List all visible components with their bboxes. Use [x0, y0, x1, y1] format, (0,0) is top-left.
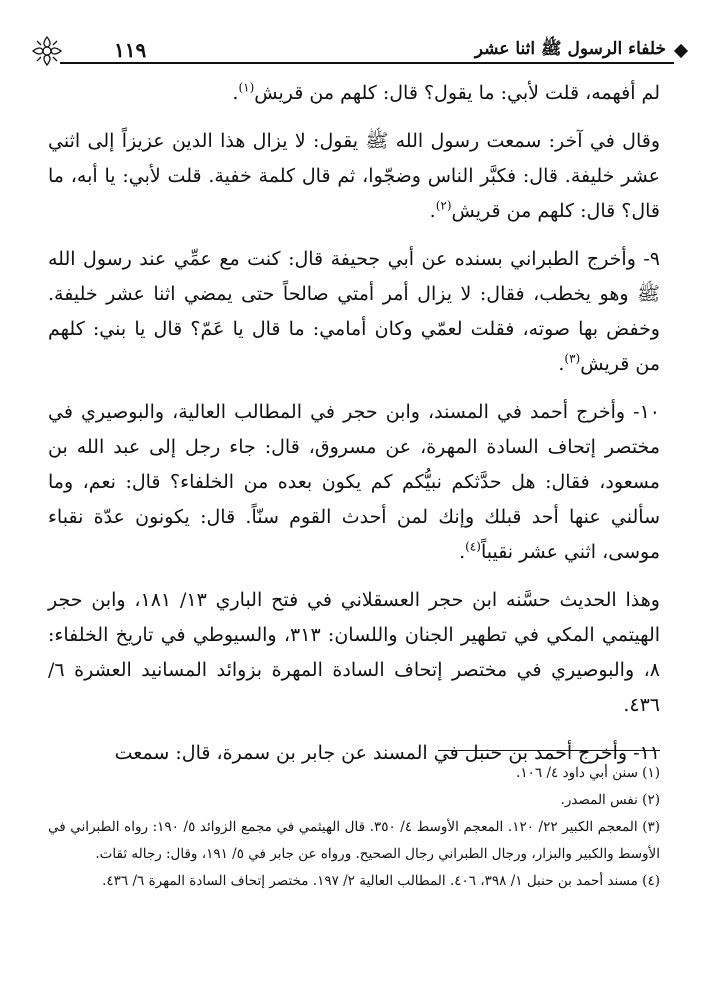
footnotes — [48, 760, 660, 895]
paragraph: لم أفهمه، قلت لأبي: ما يقول؟ قال: كلهم من قريش$^{(١)}$. — [232, 80, 660, 104]
footnote-marker[interactable]: (٤) — [465, 539, 481, 554]
paragraph: ١١- وأخرج أحمد بن حنبل في المسند عن جابر بن سمرة، قال: سمعت — [114, 742, 660, 764]
running-title: خلفاء الرسول ﷺ اثنا عشر — [474, 39, 666, 59]
paragraph: وقال في آخر: سمعت رسول الله ﷺ يقول: لا يزال هذا الدين عزيزاً إلى اثني عشر خليفة. قال: فكبَّر الناس وضجّوا، ثم قال كلمة خفية. قلت لأبي: يا أبه، ما قال؟ قال: كلهم من قريش$^{(٢)}$. — [48, 130, 660, 222]
paragraph: ٩- وأخرج الطبراني بسنده عن أبي جحيفة قال: كنت مع عمِّي عند رسول الله ﷺ وهو يخطب، فقال: لا يزال أمر أمتي صالحاً حتى يمضي اثنا عشر خليفة. وخفض بها صوته، فقلت لعمّي وكان أمامي: ما قال يا عَمّ؟ قال يا بني: كلهم من قريش$^{(٣)}$. — [48, 248, 660, 375]
footnote: (٢) نفس المصدر. — [560, 792, 660, 808]
floral-ornament-icon — [30, 34, 64, 68]
diamond-icon — [674, 44, 688, 58]
footnote-marker[interactable]: (٢) — [435, 198, 452, 213]
footnote: (٣) المعجم الكبير ٢٢/ ١٢٠. المعجم الأوسط ٤/ ٣٥٠. قال الهيثمي في مجمع الزوائد ٥/ ١٩٠: رواه الطبراني في الأوسط والكبير والبزار، ورجال الطبراني رجال الصحيح. ورواه عن جابر في ٥/ ١٩١، وقال: رجاله ثقات. — [48, 819, 661, 862]
page-number: ١١٩ — [114, 38, 147, 62]
header-rule — [60, 62, 674, 64]
page-header — [30, 34, 680, 68]
footnote-divider — [438, 750, 660, 751]
footnote-marker[interactable]: (٣) — [564, 351, 581, 366]
footnote: (٤) مسند أحمد بن حنبل ١/ ٣٩٨، ٤٠٦. المطالب العالية ٢/ ١٩٧. مختصر إتحاف السادة المهرة ٦/ ٤٣٦. — [102, 873, 660, 889]
paragraph: ١٠- وأخرج أحمد في المسند، وابن حجر في المطالب العالية، والبوصيري في مختصر إتحاف السادة المهرة، عن مسروق، قال: جاء رجل إلى عبد الله بن مسعود، فقال: هل حدَّثكم نبيُّكم كم يكون بعده من الخلفاء؟ قال: نعم، وما سألني عنها أحد قبلك وإنك لمن أحدث القوم سنّاً. قال: يكونون عدّة نقباء موسى، اثني عشر نقيباً$^{(٤)}$. — [48, 401, 660, 563]
footnote-marker[interactable]: (١) — [238, 80, 255, 95]
main-text — [48, 76, 660, 784]
footnote: (١) سنن أبي داود ٤/ ١٠٦. — [516, 765, 660, 781]
paragraph: وهذا الحديث حسَّنه ابن حجر العسقلاني في فتح الباري ١٣/ ١٨١، وابن حجر الهيتمي المكي في تطهير الجنان واللسان: ٣١٣، والسيوطي في تاريخ الخلفاء: ٨، والبوصيري في مختصر إتحاف السادة المهرة بزوائد المسانيد العشرة ٦/ ٤٣٦. — [48, 589, 661, 716]
